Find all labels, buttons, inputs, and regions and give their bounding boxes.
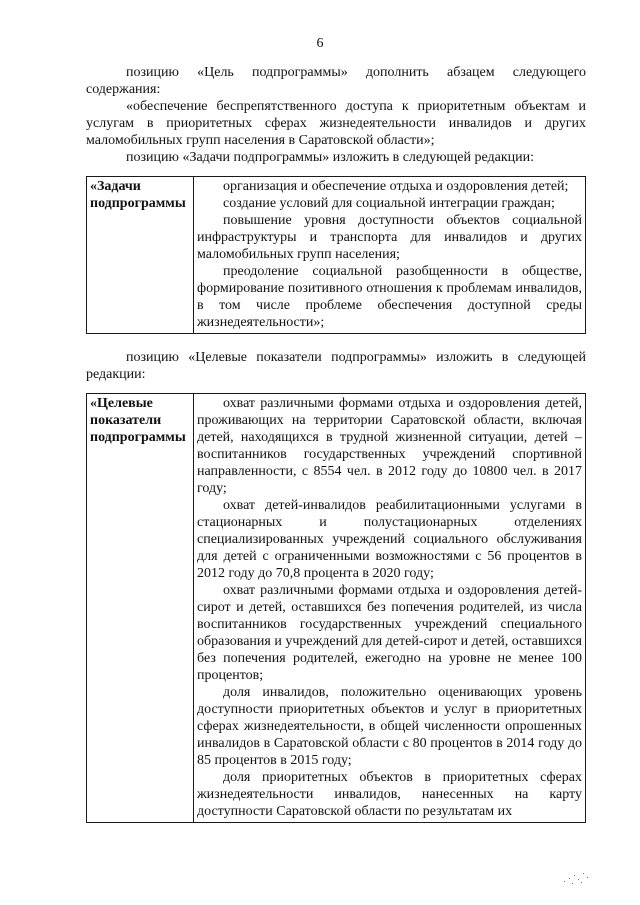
tasks-item-1: организация и обеспечение отдыха и оздоровления детей; bbox=[223, 179, 569, 194]
tasks-table bbox=[86, 176, 586, 334]
document-body bbox=[86, 64, 586, 823]
indicators-item-5: доля приоритетных объектов в приоритетных сферах жизнедеятельности инвалидов, нанесенных на карту доступности Саратовской области по результатам их bbox=[197, 770, 582, 819]
intro-paragraph-2: «обеспечение беспрепятственного доступа к приоритетным объектам и услугам в приоритетных сферах жизнедеятельности инвалидов и других маломобильных групп населения в Саратовской области»; bbox=[86, 99, 586, 148]
indicators-label-line-1: «Целевые bbox=[90, 396, 153, 411]
tasks-item-2: создание условий для социальной интеграции граждан; bbox=[223, 196, 555, 211]
indicators-label-line-3: подпрограммы bbox=[90, 430, 186, 445]
indicators-label-cell bbox=[87, 394, 194, 823]
indicators-item-4: доля инвалидов, положительно оценивающих уровень доступности приоритетных объектов и услуг в приоритетных сферах жизнедеятельности, в общей численности опрошенных инвалидов в Саратовской области с 80 процентов в 2014 году до 85 процентов в 2015 году; bbox=[197, 685, 582, 768]
indicators-table bbox=[86, 393, 586, 823]
page-number: 6 bbox=[316, 36, 324, 51]
indicators-value-cell bbox=[194, 394, 586, 823]
indicators-row bbox=[87, 394, 586, 823]
scan-speckle-mark bbox=[562, 869, 592, 887]
tasks-label-cell bbox=[87, 177, 194, 334]
indicators-label-line-2: показатели bbox=[90, 413, 162, 428]
tasks-item-3: повышение уровня доступности объектов социальной инфраструктуры и транспорта для инвалидов и других маломобильных групп населения; bbox=[197, 213, 582, 262]
intro-paragraph-3: позицию «Задачи подпрограммы» изложить в следующей редакции: bbox=[126, 150, 535, 165]
tasks-label-line-2: подпрограммы bbox=[90, 196, 186, 211]
tasks-value-cell bbox=[194, 177, 586, 334]
intro-paragraph-1: позицию «Цель подпрограммы» дополнить абзацем следующего содержания: bbox=[86, 65, 586, 97]
middle-paragraph: позицию «Целевые показатели подпрограммы» изложить в следующей редакции: bbox=[86, 350, 586, 382]
tasks-label-line-1: «Задачи bbox=[90, 179, 141, 194]
indicators-item-2: охват детей-инвалидов реабилитационными услугами в стационарных и полустационарных отделениях специализированных учреждений социального обслуживания для детей с ограниченными возможностями с 56 процентов в 2012 году до 70,8 процента в 2020 году; bbox=[197, 498, 582, 581]
indicators-item-1: охват различными формами отдыха и оздоровления детей, проживающих на территории Саратовской области, включая детей, находящихся в трудной жизненной ситуации, детей – воспитанников государственных учреждений спортивной направленности, с 8554 чел. в 2012 году до 10800 чел. в 2017 году; bbox=[197, 396, 582, 496]
tasks-item-4: преодоление социальной разобщенности в обществе, формирование позитивного отношения к проблемам инвалидов, в том числе проблеме обеспечения доступной среды жизнедеятельности»; bbox=[197, 264, 582, 330]
indicators-item-3: охват различными формами отдыха и оздоровления детей-сирот и детей, оставшихся без попечения родителей, из числа воспитанников государственных учреждений специального образования и учреждений для детей-сирот и детей, оставшихся без попечения родителей, ежегодно на уровне не менее 100 процентов; bbox=[197, 583, 582, 683]
tasks-row bbox=[87, 177, 586, 334]
